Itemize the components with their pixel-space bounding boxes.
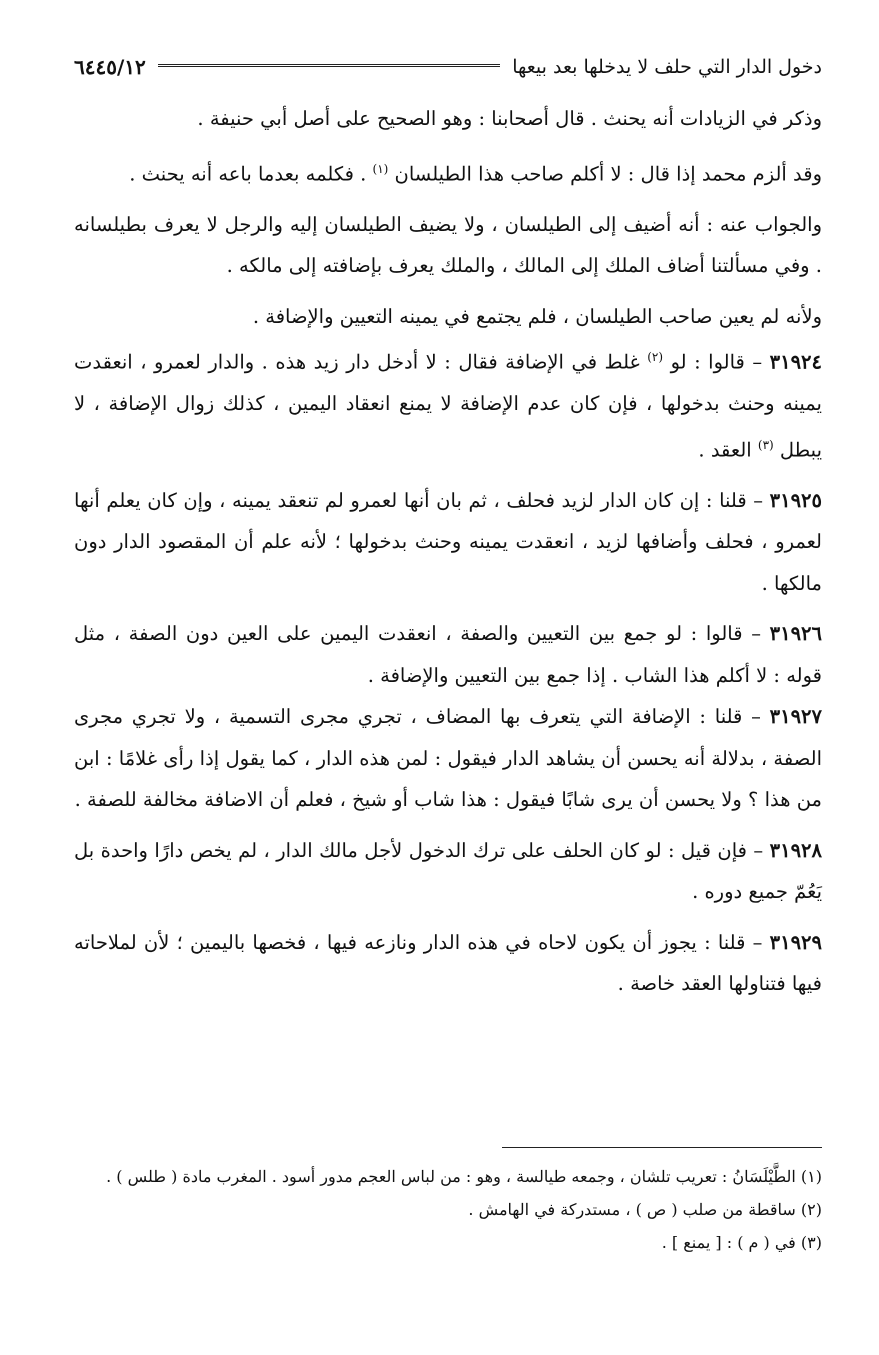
paragraph: والجواب عنه : أنه أضيف إلى الطيلسان ، ولا يضيف الطيلسان إليه والرجل لا يعرف بطيلسانه . وفي مسألتنا أضاف الملك إلى المالك ، والملك يعرف بإضافته إلى مالكه . bbox=[74, 212, 822, 277]
paragraph-number: ٣١٩٢٥ bbox=[769, 488, 822, 512]
paragraph: ولأنه لم يعين صاحب الطيلسان ، فلم يجتمع في يمينه التعيين والإضافة . bbox=[252, 304, 822, 328]
footnote: (١) الطَّيْلَسَانُ : تعريب تلشان ، وجمعه طيالسة ، وهو : من لباس العجم مدور أسود . المغرب مادة ( طلس ) . bbox=[106, 1167, 822, 1186]
header-title: دخول الدار التي حلف لا يدخلها بعد بيعها bbox=[512, 56, 822, 78]
numbered-paragraph: ٣١٩٢٩ – قلنا : يجوز أن يكون لاحاه في هذه الدار ونازعه فيها ، فخصها باليمين ؛ لأن لملاحاته فيها فتناولها العقد خاصة . bbox=[74, 930, 822, 995]
paragraph-number: ٣١٩٢٦ bbox=[769, 622, 822, 645]
paragraph-number: ٣١٩٢٨ bbox=[769, 838, 822, 862]
footnote: (٢) ساقطة من صلب ( ص ) ، مستدركة في الهامش . bbox=[468, 1200, 822, 1219]
numbered-paragraph: ٣١٩٢٧ – قلنا : الإضافة التي يتعرف بها المضاف ، تجري مجرى التسمية ، ولا تجري مجرى الصفة ، بدلالة أنه يحسن أن يشاهد الدار فيقول : لمن هذه الدار ، كما يقول إذا رأى غلامًا : ابن من هذا ؟ ولا يحسن أن يرى شابًا فيقول : هذا شاب أو شيخ ، فعلم أن الاضافة مخالفة للصفة . bbox=[74, 705, 822, 811]
body-text bbox=[74, 98, 822, 1005]
numbered-paragraph: ٣١٩٢٨ – فإن قيل : لو كان الحلف على ترك الدخول لأجل مالك الدار ، لم يخص دارًا واحدة بل يَعُمّ جميع دوره . bbox=[74, 838, 822, 903]
running-header bbox=[74, 40, 822, 94]
paragraph: وذكر في الزيادات أنه يحنث . قال أصحابنا : وهو الصحيح على أصل أبي حنيفة . bbox=[197, 107, 822, 130]
numbered-paragraph: ٣١٩٢٤ – قالوا : لو $^{(٢)}$ غلط في الإضافة فقال : لا أدخل دار زيد هذه . والدار لعمرو ، انعقدت يمينه وحنث بدخولها ، فإن كان عدم الإضافة لا يمنع انعقاد اليمين ، كذلك زوال الإضافة ، لا يبطل $^{(٣)}$ العقد . bbox=[74, 350, 822, 461]
footnote-ref: (٢) bbox=[647, 350, 664, 364]
paragraph-number: ٣١٩٢٧ bbox=[769, 705, 822, 728]
footnote: (٣) في ( م ) : [ يمنع ] . bbox=[661, 1233, 822, 1252]
numbered-paragraph: ٣١٩٢٦ – قالوا : لو جمع بين التعيين والصفة ، انعقدت اليمين على العين دون الصفة ، مثل قوله : لا أكلم هذا الشاب . إذا جمع بين التعيين والإضافة . bbox=[74, 622, 822, 687]
footnote-ref: (٣) bbox=[757, 437, 774, 452]
numbered-paragraph: ٣١٩٢٥ – قلنا : إن كان الدار لزيد فحلف ، ثم بان أنها لعمرو لم تنعقد يمينه ، وإن كان يعلم أنها لعمرو ، فحلف وأضافها لزيد ، انعقدت يمينه وحنث بدخولها ؛ لأنه علم أن المقصود الدار دون مالكها . bbox=[74, 488, 822, 595]
document-page bbox=[74, 40, 822, 1252]
header-rule bbox=[158, 64, 500, 70]
footnotes bbox=[74, 1160, 822, 1259]
paragraph-number: ٣١٩٢٩ bbox=[769, 930, 822, 954]
page-number: ٦٤٤٥/١٢ bbox=[74, 55, 146, 79]
paragraph: وقد ألزم محمد إذا قال : لا أكلم صاحب هذا الطيلسان $^{(١)}$ . فكلمه بعدما باعه أنه يحنث . bbox=[129, 161, 822, 185]
paragraph-number: ٣١٩٢٤ bbox=[769, 350, 822, 374]
footnote-ref: (١) bbox=[372, 161, 389, 176]
